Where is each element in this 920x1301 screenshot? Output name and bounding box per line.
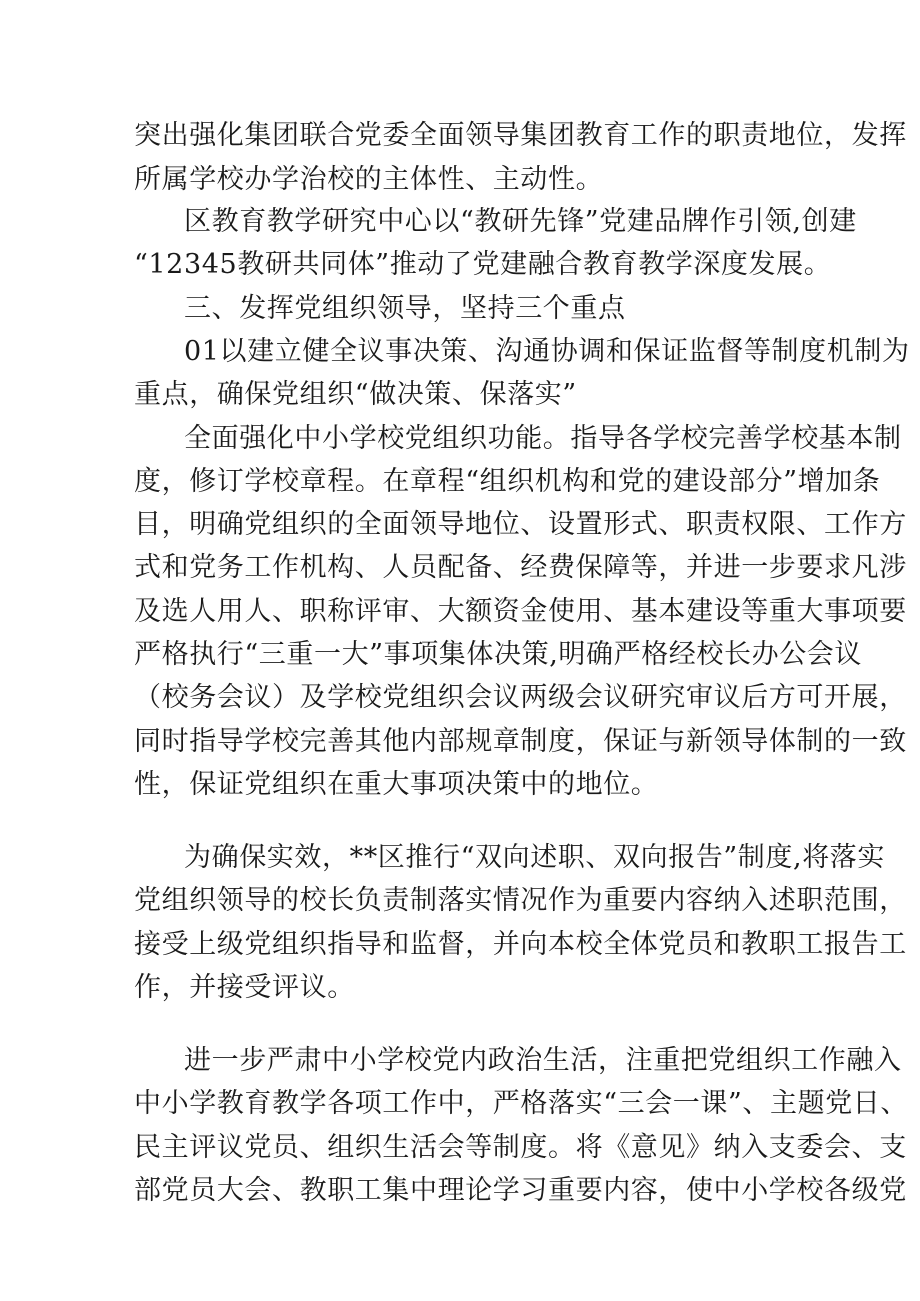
text-line: 目，明确党组织的全面领导地位、设置形式、职责权限、工作方 xyxy=(134,509,907,540)
text-line: 区教育教学研究中心以“教研先锋”党建品牌作引领,创建 xyxy=(184,206,857,237)
text-line: 突出强化集团联合党委全面领导集团教育工作的职责地位，发挥 xyxy=(134,120,907,151)
text-line: 中小学教育教学各项工作中，严格落实“三会一课”、主题党日、 xyxy=(134,1088,909,1119)
text-line: 严格执行“三重一大”事项集体决策,明确严格经校长办公会议 xyxy=(134,639,862,670)
text-line: （校务会议）及学校党组织会议两级会议研究审议后方可开展， xyxy=(134,682,907,713)
text-line: 所属学校办学治校的主体性、主动性。 xyxy=(134,164,604,195)
subheading: 01以建立健全议事决策、沟通协调和保证监督等制度机制为 xyxy=(184,336,910,367)
text-line: 性，保证党组织在重大事项决策中的地位。 xyxy=(134,769,659,800)
text-line: 部党员大会、教职工集中理论学习重要内容，使中小学校各级党 xyxy=(134,1175,907,1206)
text-line: 式和党务工作机构、人员配备、经费保障等，并进一步要求凡涉 xyxy=(134,552,907,583)
text-line: 作，并接受评议。 xyxy=(134,972,355,1003)
text-line: 民主评议党员、组织生活会等制度。将《意见》纳入支委会、支 xyxy=(134,1132,907,1163)
text-line: 及选人用人、职称评审、大额资金使用、基本建设等重大事项要 xyxy=(134,596,907,627)
text-line: 党组织领导的校长负责制落实情况作为重要内容纳入述职范围， xyxy=(134,885,907,916)
text-line: 全面强化中小学校党组织功能。指导各学校完善学校基本制 xyxy=(184,423,902,454)
subheading: 重点，确保党组织“做决策、保落实” xyxy=(134,379,577,410)
text-line: 进一步严肃中小学校党内政治生活，注重把党组织工作融入 xyxy=(184,1045,902,1076)
section-heading: 三、发挥党组织领导，坚持三个重点 xyxy=(184,293,626,324)
text-line: 接受上级党组织指导和监督，并向本校全体党员和教职工报告工 xyxy=(134,929,907,960)
text-line: 为确保实效，**区推行“双向述职、双向报告”制度,将落实 xyxy=(184,842,885,873)
text-line: 度，修订学校章程。在章程“组织机构和党的建设部分”增加条 xyxy=(134,466,881,497)
text-line: “12345教研共同体”推动了党建融合教育教学深度发展。 xyxy=(134,249,832,280)
text-line: 同时指导学校完善其他内部规章制度，保证与新领导体制的一致 xyxy=(134,726,907,757)
